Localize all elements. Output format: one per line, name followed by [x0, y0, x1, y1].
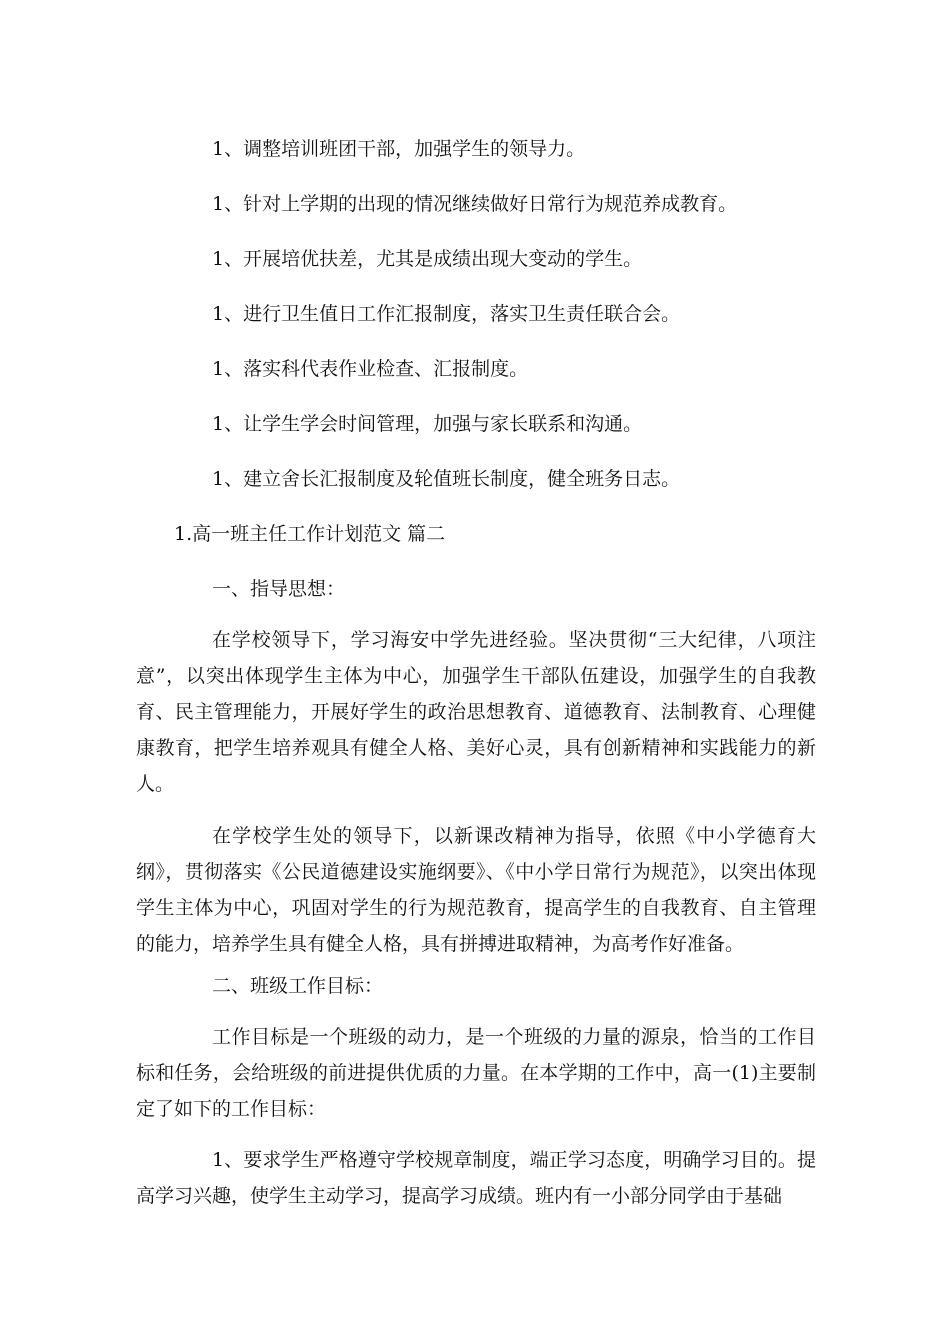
paragraph-guiding-1: 在学校领导下，学习海安中学先进经验。坚决贯彻“三大纪律，八项注意”，以突出体现学生主体为中心，加强学生干部队伍建设，加强学生的自我教育、民主管理能力，开展好学生的政治思想教育、道德教育、法制教育、心理健康教育，把学生培养观具有健全人格、美好心灵，具有创新精神和实践能力的新人。 — [136, 629, 816, 795]
heading-class-goals: 二、班级工作目标： — [212, 975, 384, 997]
list-item: 1、开展培优扶差，尤其是成绩出现大变动的学生。 — [212, 248, 643, 270]
list-item: 1、针对上学期的出现的情况继续做好日常行为规范养成教育。 — [212, 193, 738, 215]
list-item: 1、让学生学会时间管理，加强与家长联系和沟通。 — [212, 413, 643, 435]
paragraph-goal-1: 1、要求学生严格遵守学校规章制度，端正学习态度，明确学习目的。提高学习兴趣，使学生主动学习，提高学习成绩。班内有一小部分同学由于基础 — [136, 1149, 816, 1207]
section-title: 1.高一班主任工作计划范文 篇二 — [174, 523, 446, 545]
paragraph-goals-intro: 工作目标是一个班级的动力，是一个班级的力量的源泉，恰当的工作目标和任务，会给班级的前进提供优质的力量。在本学期的工作中，高一(1)主要制定了如下的工作目标： — [136, 1026, 816, 1120]
list-item: 1、建立舍长汇报制度及轮值班长制度，健全班务日志。 — [212, 468, 681, 490]
list-item: 1、落实科代表作业检查、汇报制度。 — [212, 358, 529, 380]
paragraph-guiding-2: 在学校学生处的领导下，以新课改精神为指导，依照《中小学德育大纲》，贯彻落实《公民道德建设实施纲要》、《中小学日常行为规范》，以突出体现学生主体为中心，巩固对学生的行为规范教育，提高学生的自我教育、自主管理的能力，培养学生具有健全人格，具有拼搏进取精神，为高考作好准备。 — [136, 825, 816, 955]
list-item: 1、进行卫生值日工作汇报制度，落实卫生责任联合会。 — [212, 303, 681, 325]
heading-guiding-thought: 一、指导思想： — [212, 578, 346, 600]
list-item: 1、调整培训班团干部，加强学生的领导力。 — [212, 138, 586, 160]
